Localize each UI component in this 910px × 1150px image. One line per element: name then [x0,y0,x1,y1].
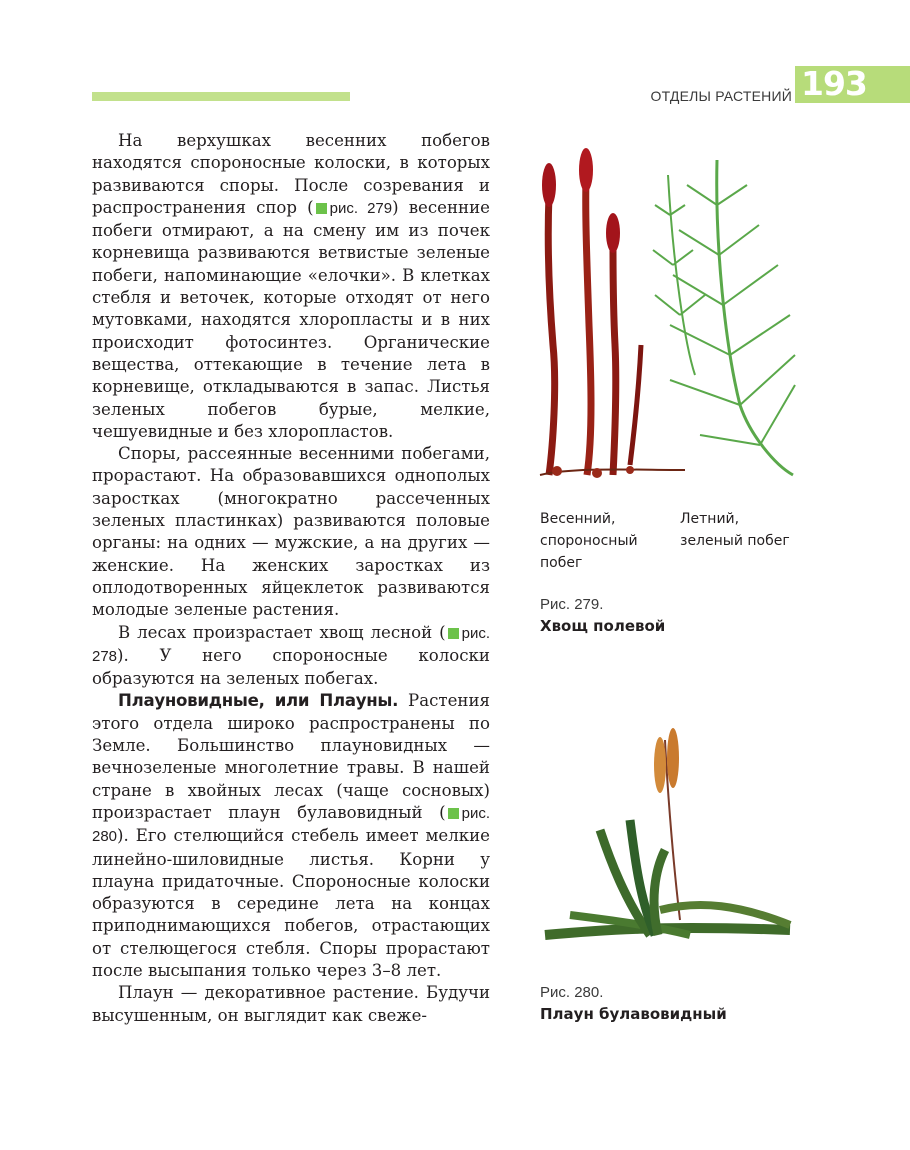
text: ). У него спороносные колоски образуются на зеленых побегах. [92,645,490,689]
paragraph [92,690,490,982]
figure-number: Рис. 280. [540,984,604,1001]
summer-shoot [653,160,795,475]
page-number-box [795,66,910,103]
reference-label: рис. 279 [329,199,393,217]
figure-number: Рис. 279. [540,596,604,613]
figure-title: Хвощ полевой [540,617,666,635]
text: На верхушках весенних побегов находятся спороносные колоски, в которых развиваются споры. После созревания и распространения спор ( [92,131,490,217]
horsetail-illustration [535,145,800,485]
header-accent-bar [92,92,350,101]
cone [654,737,666,793]
reference-label: рис. 278 [92,624,490,665]
running-head: ОТДЕЛЫ РАСТЕНИЙ [650,88,792,104]
section-term: Плауновидные, или Плауны. [118,691,399,711]
caption-spring-shoot: Весенний, спороносный побег [540,511,638,571]
reference-square-icon [448,808,459,819]
paragraph [92,622,490,691]
reference-square-icon [448,628,459,639]
body-text [92,130,490,1027]
figure-title: Плаун булавовидный [540,1005,727,1023]
paragraph: Споры, рассеянные весенними побегами, прорастают. На образовавшихся однополых заростках (многократно рассеченных зеленых пластинках) развиваются половые органы: на одних — мужские, а на других — женские. На женских заростках из оплодотворенных яйцеклеток развиваются молодые зеленые растения. [92,444,490,620]
paragraph [92,130,490,443]
page-number: 193 [801,64,867,103]
text: ) весенние побеги отмирают, а на смену им из почек корневища развиваются ветвистые зеленые побеги, напоминающие «елочки». В клетках стебля и веточек, которые отходят от него мутовками, находятся хлоропласты и в них происходит фотосинтез. Органические вещества, оттекающие в течение лета в корневище, откладываются в запас. Листья зеленых побегов бурые, мелкие, чешуевидные и без хлоропластов. [92,197,490,441]
caption-summer-shoot: Летний, зеленый побег [680,511,790,549]
reference-label: рис. 280 [92,804,490,846]
paragraph: Плаун — декоративное растение. Будучи высушенным, он выглядит как свеже- [92,983,490,1025]
reference-square-icon [316,203,327,214]
text: В лесах произрастает хвощ лесной ( [118,622,446,642]
text: Растения этого отдела широко распространены по Земле. Большинство плауновидных — вечнозеленые многолетние травы. В нашей стране в хвойных лесах (чаще сосновых) произрастает плаун булавовидный ( [92,691,490,822]
figure-reference[interactable] [314,200,392,217]
text: ). Его стелющийся стебель имеет мелкие линейно-шиловидные листья. Корни у плауна придаточные. Спороносные колоски образуются в середине лета на концах приподнимающихся побегов, отрастающих от стелющегося стебля. Споры прорастают после высыпания только через 3–8 лет. [92,826,490,980]
spring-shoots [540,148,685,478]
cone [667,728,679,788]
clubmoss-illustration [540,720,800,950]
